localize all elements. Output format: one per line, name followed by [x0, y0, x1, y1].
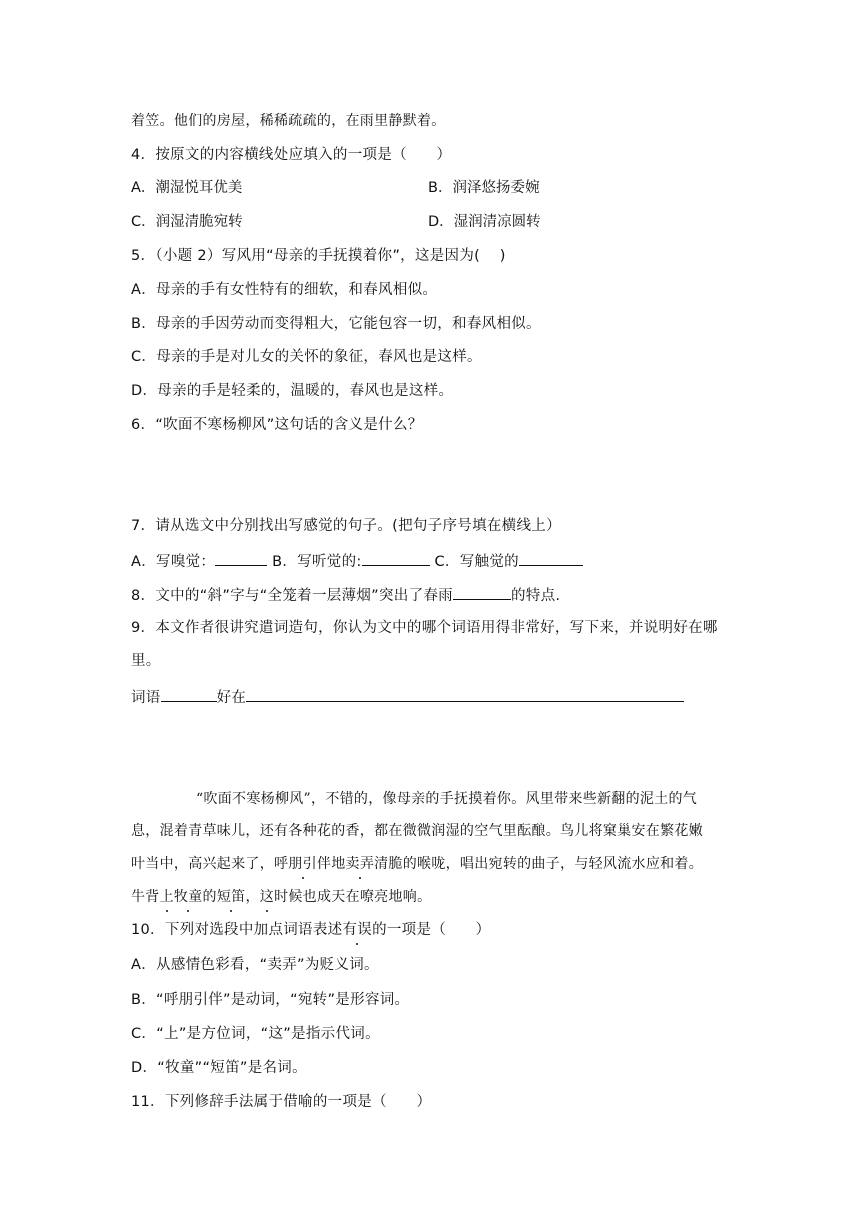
q7-hearing-label: B．写听觉的: — [272, 554, 362, 570]
q9-reason-blank[interactable] — [246, 686, 684, 702]
q5-option-d: D．母亲的手是轻柔的，温暖的，春风也是这样。 — [131, 383, 454, 399]
q9-reason-label: 好在 — [216, 690, 247, 706]
q10-text: 的一项是（ ） — [372, 922, 491, 938]
q4-option-d: D．湿润清凉圆转 — [428, 214, 541, 230]
q4-option-a: A．潮湿悦耳优美 — [131, 180, 243, 196]
passage-text: 地 — [331, 856, 346, 872]
q4-option-b: B．润泽悠扬委婉 — [428, 180, 540, 196]
dotted-word-youwu: 有误 — [342, 922, 373, 938]
passage-line-4 — [131, 887, 431, 907]
passage-text: 清脆的喉咙，唱出宛转的曲子，与轻风流水应和着。 — [374, 856, 704, 872]
q5-option-a: A．母亲的手有女性特有的细软，和春风相似。 — [131, 282, 438, 298]
passage-text: 的 — [202, 889, 217, 905]
question-7-blanks — [131, 550, 583, 572]
dotted-word-duandi: 短笛 — [216, 889, 246, 905]
passage-text: 牛背 — [131, 889, 160, 905]
q7-touch-label: C．写触觉的 — [434, 554, 519, 570]
question-9-line1: 9．本文作者很讲究遣词造句，你认为文中的哪个词语用得非常好，写下来，并说明好在哪 — [131, 620, 718, 636]
passage-text: 叶当中，高兴起来了， — [131, 856, 274, 872]
q8-text-after: 的特点. — [510, 588, 561, 604]
question-9-line2: 里。 — [131, 653, 161, 669]
q7-hearing-blank[interactable] — [362, 550, 430, 566]
q9-word-blank[interactable] — [161, 686, 217, 702]
passage-line-1: “吹面不寒杨柳风”，不错的，像母亲的手抚摸着你。风里带来些新翻的泥土的气 — [196, 791, 698, 807]
question-10-stem — [131, 920, 490, 940]
q7-smell-blank[interactable] — [215, 550, 267, 566]
q10-option-a: A．从感情色彩看，“卖弄”为贬义词。 — [131, 957, 379, 973]
question-5-stem: 5．（小题 2）写风用“母亲的手抚摸着你”，这是因为( ) — [131, 248, 506, 264]
q10-option-c: C．“上”是方位词，“这”是指示代词。 — [131, 1026, 380, 1042]
q10-text: 10．下列对选段中加点词语表述 — [131, 922, 343, 938]
question-7-stem: 7．请从选文中分别找出写感觉的句子。(把句子序号填在横线上） — [131, 518, 561, 534]
q7-smell-label: A．写嗅觉： — [131, 554, 216, 570]
dotted-word-hupengyinban: 呼朋引伴 — [274, 856, 332, 872]
q9-word-label: 词语 — [131, 690, 161, 706]
question-11-stem: 11．下列修辞手法属于借喻的一项是（ ） — [131, 1094, 432, 1110]
question-8 — [131, 584, 560, 606]
q7-touch-blank[interactable] — [519, 550, 583, 566]
q4-option-c: C．润湿清脆宛转 — [131, 214, 243, 230]
passage-line-2: 息，混着青草味儿，还有各种花的香，都在微微润湿的空气里酝酿。鸟儿将窠巢安在繁花嫩 — [131, 823, 703, 839]
q10-option-d: D．“牧童”“短笛”是名词。 — [131, 1060, 307, 1076]
q5-option-c: C．母亲的手是对儿女的关怀的象征，春风也是这样。 — [131, 349, 482, 365]
passage-end-line: 着笠。他们的房屋，稀稀疏疏的，在雨里静默着。 — [131, 113, 446, 129]
dotted-word-mainong: 卖弄 — [345, 856, 375, 872]
q10-option-b: B．“呼朋引伴”是动词，“宛转”是形容词。 — [131, 992, 410, 1008]
question-9-answer — [131, 686, 684, 708]
question-6: 6．“吹面不寒杨柳风”这句话的含义是什么？ — [131, 417, 423, 433]
passage-text: 时候也成天在嘹亮地响。 — [274, 889, 432, 905]
dotted-word-mutong: 牧童 — [173, 889, 203, 905]
question-4-stem: 4．按原文的内容横线处应填入的一项是（ ） — [131, 147, 452, 163]
passage-line-3 — [131, 854, 703, 874]
q8-blank[interactable] — [453, 584, 511, 600]
q8-text-before: 8．文中的“斜”字与“全笼着一层薄烟”突出了春雨 — [131, 588, 453, 604]
passage-text: ， — [245, 889, 260, 905]
q5-option-b: B．母亲的手因劳动而变得粗大，它能包容一切，和春风相似。 — [131, 316, 541, 332]
dotted-word-shang: 上 — [159, 889, 174, 905]
dotted-word-zhe: 这 — [259, 889, 275, 905]
